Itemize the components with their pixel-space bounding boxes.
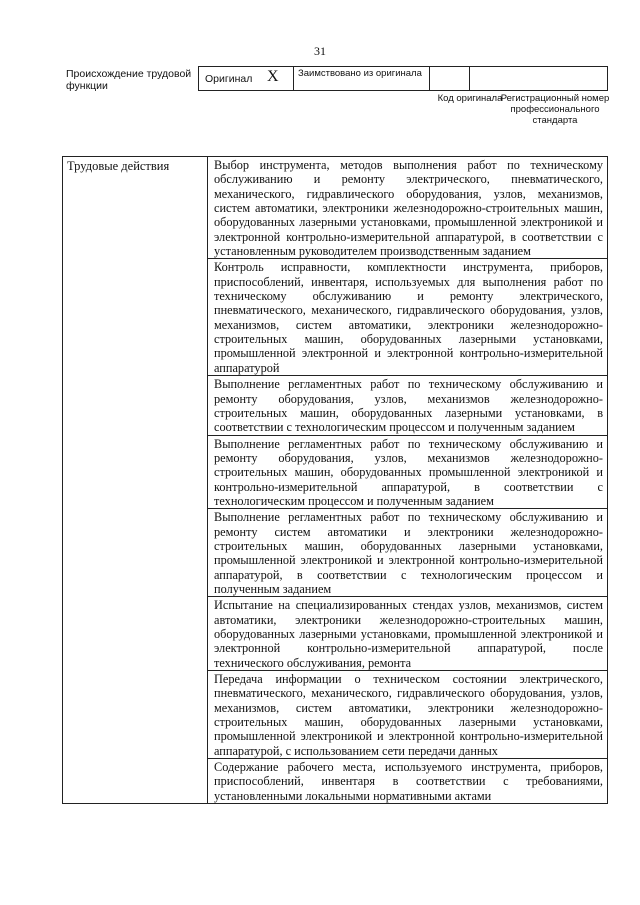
action-cell: Выполнение регламентных работ по техническому обслуживанию и ремонту оборудования, узлов, механизмов железнодорожно-строительных машин, оборудованных лазерными установками, в соответствии с технологическим процессом и полученным заданием (208, 376, 608, 435)
action-cell: Испытание на специализированных стендах узлов, механизмов, систем автоматики, электроники железнодорожно-строительных машин, оборудованных лазерными установками, промышленной электроникой и электронной контрольно-измерительной аппаратурой, после технического обслуживания, ремонта (208, 597, 608, 671)
action-cell: Выбор инструмента, методов выполнения работ по техническому обслуживанию и ремонту электрического, пневматического, механического, гидравлического оборудования, узлов, механизмов, систем автоматики, электроники железнодорожно-строительных машин, оборудованных лазерными установками, промышленной электроникой и электронной контрольно-измерительной аппаратурой, в соответствии с установленным руководителем производственным заданием (208, 157, 608, 259)
table-row (63, 157, 608, 259)
origin-label: Происхождение трудовой функции (66, 68, 192, 92)
original-label: Оригинал (205, 73, 253, 85)
labor-actions-table (62, 156, 608, 804)
section-label: Трудовые действия (63, 157, 208, 804)
action-cell: Контроль исправности, комплектности инструмента, приборов, приспособлений, инвентаря, используемых для выполнения работ по техническому обслуживанию и ремонту электрического, пневматического, механического, гидравлического оборудования, узлов, механизмов, систем автоматики, электроники железнодорожно-строительных машин, оборудованных лазерными установками, промышленной электронной и электронной контрольно-измерительной аппаратурой (208, 259, 608, 376)
action-cell: Передача информации о техническом состоянии электрического, пневматического, механического, гидравлического оборудования, узлов, механизмов, систем автоматики, электроники железнодорожно-строительных машин, оборудованных лазерными установками, промышленной электроникой и электронной контрольно-измерительной аппаратурой, с использованием сети передачи данных (208, 671, 608, 759)
reg-caption: Регистрационный номер профессионального стандарта (500, 93, 610, 126)
page-number: 31 (314, 44, 326, 58)
action-cell: Выполнение регламентных работ по техническому обслуживанию и ремонту систем автоматики и электроники железнодорожно-строительных машин, оборудованных лазерными установками, промышленной электроникой и электронной контрольно-измерительной аппаратурой, в соответствии с технологическим процессом и полученным заданием (208, 509, 608, 597)
blank-cell (430, 66, 470, 91)
code-caption: Код оригинала (437, 93, 503, 104)
action-cell: Содержание рабочего места, используемого инструмента, приборов, приспособлений, инвентаря в соответствии с требованиями, установленными локальными нормативными актами (208, 759, 608, 804)
borrowed-label: Заимствовано из оригинала (298, 68, 422, 79)
original-mark: X (267, 68, 279, 85)
original-cell (198, 66, 294, 91)
borrowed-cell (294, 66, 430, 91)
action-cell: Выполнение регламентных работ по техническому обслуживанию и ремонту оборудования, узлов, механизмов железнодорожно-строительных машин, оборудованных промышленной электроникой и контрольно-измерительной аппаратурой, в соответствии с технологическим процессом и полученным заданием (208, 435, 608, 509)
reg-number-cell (470, 66, 608, 91)
